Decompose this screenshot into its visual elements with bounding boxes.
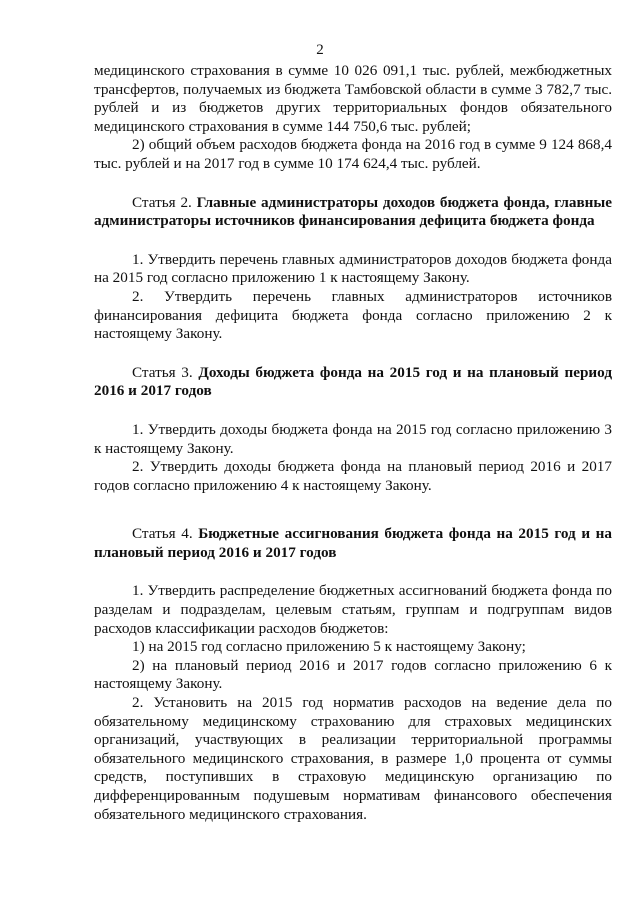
article-3-title: Доходы бюджета фонда на 2015 год и на плановый период 2016 и 2017 годов [94, 363, 612, 400]
article-4-lead: Статья 4. [132, 525, 193, 543]
article-4-item-1-2: 2) на плановый период 2016 и 2017 годов согласно приложению 6 к настоящему Закону. [94, 656, 612, 693]
article-4-item-1: 1. Утвердить распределение бюджетных ассигнований бюджета фонда по разделам и подразделам, целевым статьям, группам и подгруппам видов расходов классификации расходов бюджетов: [94, 582, 612, 637]
article-4-item-2: 2. Установить на 2015 год норматив расходов на ведение дела по обязательному медицинскому страхованию для страховых медицинских организаций, участвующих в реализации территориальной программы обязательного медицинского страхования, в размере 1,0 процента от суммы средств, поступивших в страховую медицинскую организацию по дифференцированным подушевым нормативам финансового обеспечения обязательного медицинского страхования. [94, 694, 612, 823]
article-2-title: Главные администраторы доходов бюджета фонда, главные администраторы источников финансирования дефицита бюджета фонда [94, 193, 612, 230]
page-number: 2 [316, 42, 324, 58]
document-body [94, 62, 612, 824]
article-2-lead: Статья 2. [132, 193, 192, 211]
article-4-heading [94, 525, 612, 562]
article-4-item-1-1: 1) на 2015 год согласно приложению 5 к настоящему Закону; [132, 638, 526, 656]
intro-paragraph: медицинского страхования в сумме 10 026 091,1 тыс. рублей, межбюджетных трансфертов, получаемых из бюджета Тамбовской области в сумме 3 782,7 тыс. рублей и из бюджетов других территориальных фондов обязательного медицинского страхования в сумме 144 750,6 тыс. рублей; [94, 62, 612, 135]
article-3-item-1: 1. Утвердить доходы бюджета фонда на 2015 год согласно приложению 3 к настоящему Закону. [94, 420, 612, 457]
article-3-heading [94, 364, 612, 401]
article-2-item-2: 2. Утвердить перечень главных администраторов источников финансирования дефицита бюджета фонда согласно приложению 2 к настоящему Закону. [94, 287, 612, 343]
article-2-item-1: 1. Утвердить перечень главных администраторов доходов бюджета фонда на 2015 год согласно приложению 1 к настоящему Закону. [94, 250, 612, 287]
article-3-lead: Статья 3. [132, 363, 193, 381]
article-3-item-2: 2. Утвердить доходы бюджета фонда на плановый период 2016 и 2017 годов согласно приложению 4 к настоящему Закону. [94, 458, 612, 494]
article-2-heading [94, 194, 612, 231]
article-4-title: Бюджетные ассигнования бюджета фонда на 2015 год и на плановый период 2016 и 2017 годов [94, 525, 613, 561]
intro-item-2: 2) общий объем расходов бюджета фонда на 2016 год в сумме 9 124 868,4 тыс. рублей и на 2017 год в сумме 10 174 624,4 тыс. рублей. [94, 136, 612, 172]
